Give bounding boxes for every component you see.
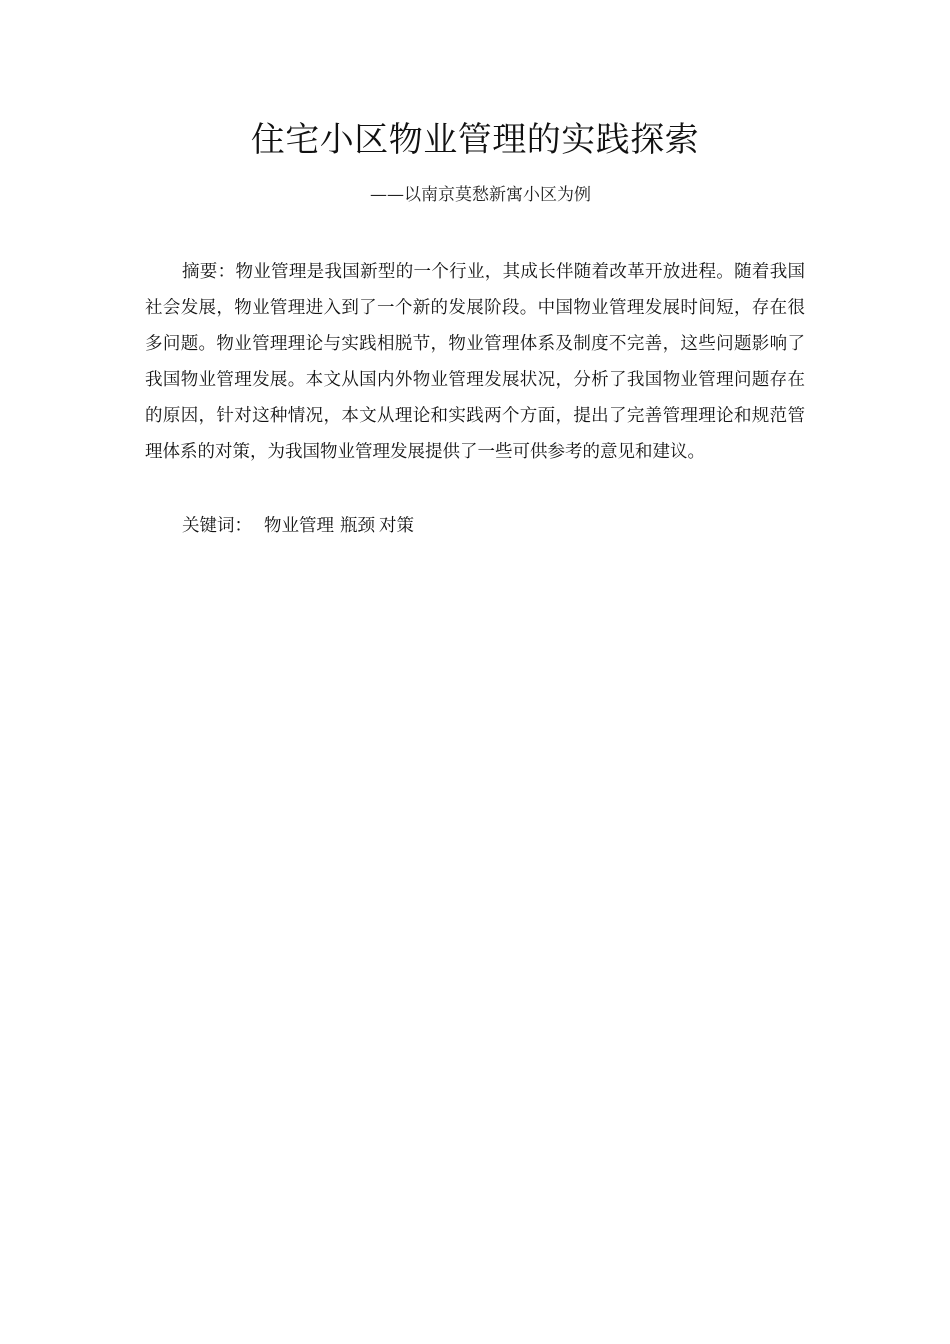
keyword-item: 物业管理 xyxy=(264,516,334,536)
keyword-item: 对策 xyxy=(379,516,414,536)
document-title: 住宅小区物业管理的实践探索 xyxy=(250,120,700,160)
keywords-label: 关键词： xyxy=(182,516,252,536)
abstract-paragraph xyxy=(145,254,805,470)
document-subtitle: ——以南京莫愁新寓小区为例 xyxy=(370,185,591,205)
abstract-text: 物业管理是我国新型的一个行业，其成长伴随着改革开放进程。随着我国社会发展，物业管理进入到了一个新的发展阶段。中国物业管理发展时间短，存在很多问题。物业管理理论与实践相脱节，物业管理体系及制度不完善，这些问题影响了我国物业管理发展。本文从国内外物业管理发展状况，分析了我国物业管理问题存在的原因，针对这种情况，本文从理论和实践两个方面，提出了完善管理理论和规范管理体系的对策，为我国物业管理发展提供了一些可供参考的意见和建议。 xyxy=(145,262,806,462)
keywords-line xyxy=(182,508,802,544)
keyword-item: 瓶颈 xyxy=(340,516,375,536)
abstract-label: 摘要： xyxy=(182,262,236,282)
